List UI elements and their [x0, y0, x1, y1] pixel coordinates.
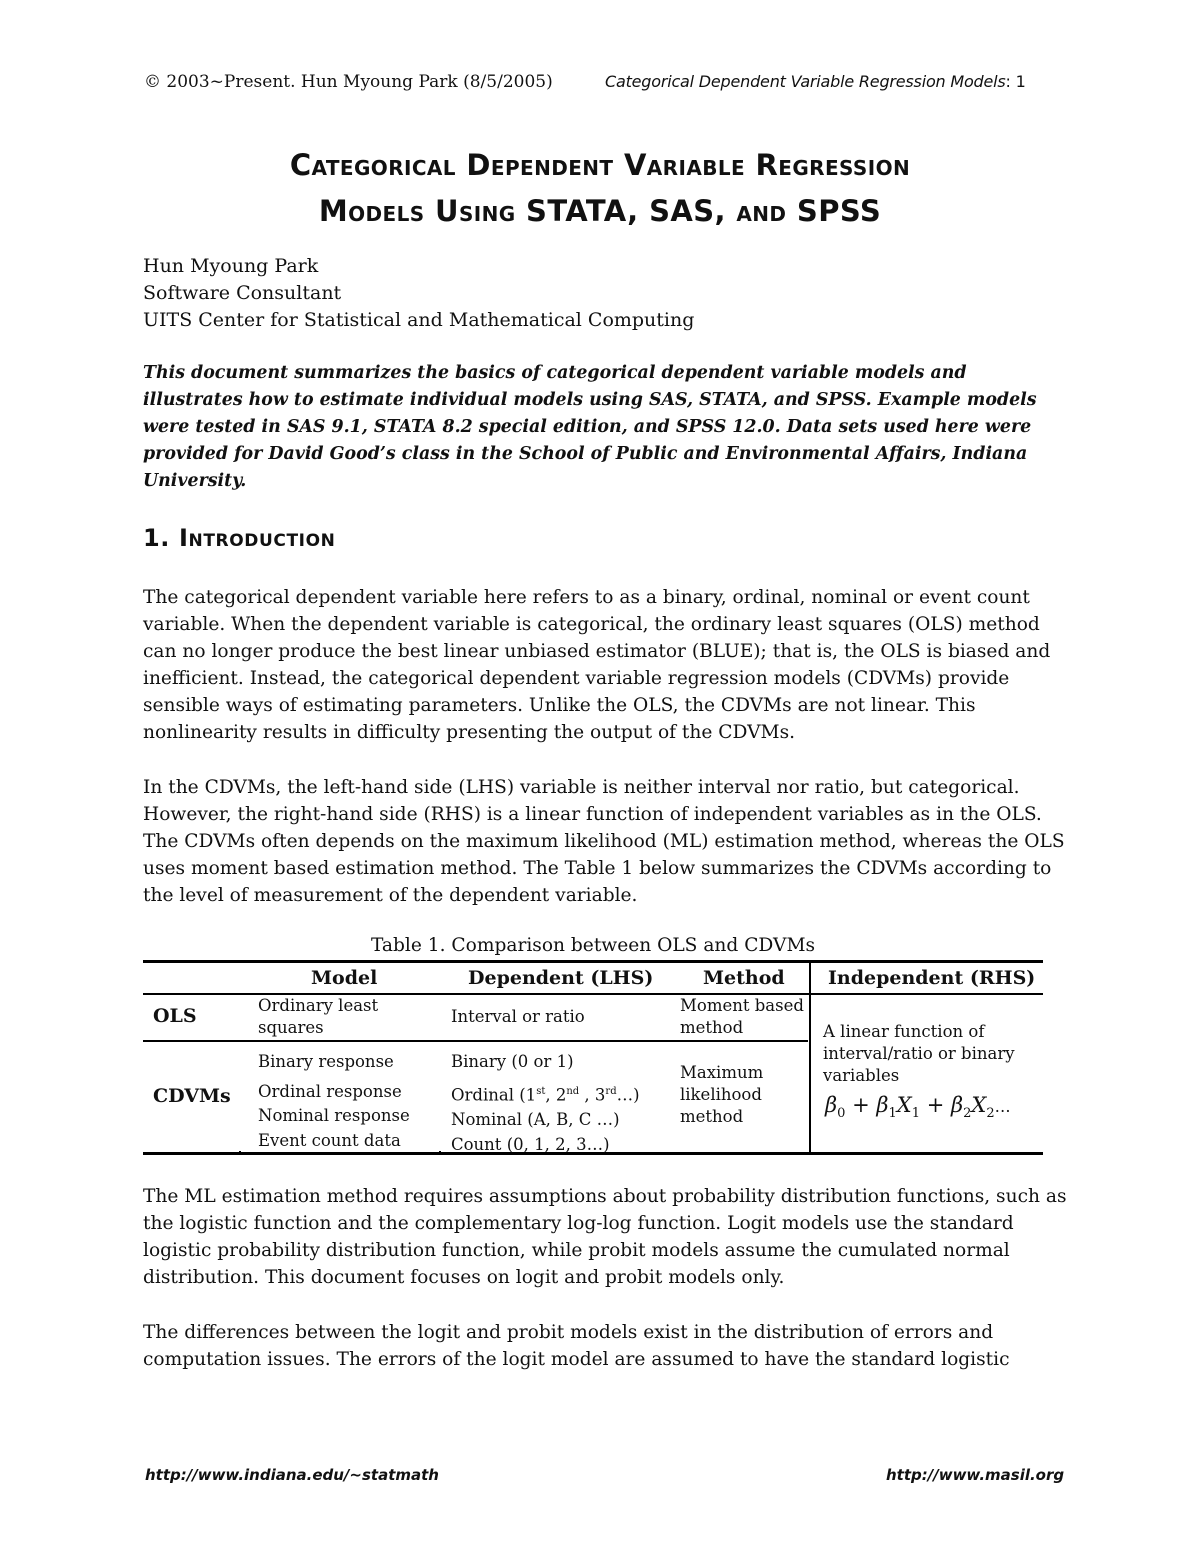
beta-1-sub: 1 [888, 1106, 897, 1122]
x-2-sub: 2 [986, 1106, 995, 1122]
cdvms-model-nominal: Nominal response [258, 1106, 410, 1125]
table-bottom-tick-2 [439, 1151, 441, 1153]
ols-dependent: Interval or ratio [451, 1007, 585, 1026]
paragraph-4: The differences between the logit and probit models exist in the distribution of errors and computation issues. The errors of the logit model are assumed to have the standard logistic [143, 1322, 1010, 1370]
ordinal-mid-1: , 2 [545, 1085, 567, 1105]
footer-link-masil[interactable]: http://www.masil.org [886, 1466, 1065, 1484]
paragraph-1: The categorical dependent variable here refers to as a binary, ordinal, nominal or event count variable. When the dependent variable is categorical, the ordinary least squares (OLS) method can no longer produce the best linear unbiased estimator (BLUE); that is, the OLS is biased and inefficient. Instead, the categorical dependent variable regression models (CDVMs) provide sensible ways of estimating parameters. Unlike the OLS, the CDVMs are not linear. This nonlinearity results in difficulty presenting the output of the CDVMs. [143, 587, 1051, 743]
ordinal-mid-2: , 3 [579, 1085, 606, 1105]
author-block [143, 253, 694, 334]
author-affiliation: UITS Center for Statistical and Mathematical Computing [143, 309, 695, 331]
paragraph-2: In the CDVMs, the left-hand side (LHS) variable is neither interval nor ratio, but categorical. However, the right-hand side (RHS) is a linear function of independent variables as in the OLS. The CDVMs often depends on the maximum likelihood (ML) estimation method, whereas the OLS uses moment based estimation method. The Table 1 below summarizes the CDVMs according to the level of measurement of the dependent variable. [143, 777, 1065, 906]
independent-description [823, 1021, 1015, 1087]
cdvms-dependent [451, 1048, 640, 1157]
table-column-divider [809, 960, 811, 1154]
ordinal-suffix: …) [616, 1085, 640, 1105]
ordinal-sup-1: st [536, 1086, 546, 1097]
cdvms-model-count: Event count data [258, 1131, 401, 1150]
cdvms-method-line-2: likelihood [680, 1085, 762, 1104]
table-bottom-tick [239, 1151, 241, 1153]
abstract: This document summarizes the basics of categorical dependent variable models and illustrates how to estimate individual models using SAS, STATA, and SPSS. Example models were tested in SAS 9.1, STATA 8.2 special edition, and SPSS 12.0. Data sets used here were provided for David Good’s class in the School of Public and Environmental Affairs, Indiana University. [143, 363, 1037, 491]
linear-formula [825, 1093, 1011, 1121]
paragraph-3: The ML estimation method requires assumptions about probability distribution functions, such as the logistic function and the complementary log-log function. Logit models use the standard logistic probability distribution function, while probit models assume the cumulated normal distribution. This document focuses on logit and probit models only. [143, 1186, 1067, 1288]
ols-method [680, 995, 804, 1039]
beta-0: β [825, 1093, 838, 1117]
beta-0-sub: 0 [837, 1106, 846, 1122]
comparison-table [143, 960, 1043, 1156]
x-2: X [971, 1093, 987, 1117]
beta-2: β [950, 1093, 964, 1117]
cdvms-dependent-count: Count (0, 1, 2, 3…) [451, 1134, 610, 1154]
ols-method-line-1: Moment based [680, 996, 804, 1015]
ols-model [258, 995, 378, 1039]
header-method: Method [703, 967, 785, 989]
independent-line-3: variables [823, 1066, 900, 1085]
header-independent: Independent (RHS) [828, 967, 1036, 989]
table-row-divider [143, 1040, 808, 1042]
cdvms-models [258, 1048, 410, 1153]
x-1-sub: 1 [911, 1106, 921, 1122]
beta-2-sub: 2 [963, 1106, 972, 1122]
beta-1: β [876, 1093, 889, 1117]
cdvms-model-binary: Binary response [258, 1052, 394, 1071]
cdvms-dependent-binary: Binary (0 or 1) [451, 1052, 574, 1071]
plus-2: + [920, 1093, 951, 1117]
ols-model-line-2: squares [258, 1018, 324, 1037]
header-dependent: Dependent (LHS) [468, 967, 654, 989]
running-title-text: Categorical Dependent Variable Regression Models [605, 72, 1006, 91]
ols-model-line-1: Ordinary least [258, 996, 379, 1015]
cdvms-method [680, 1062, 763, 1128]
independent-line-1: A linear function of [823, 1022, 985, 1041]
ordinal-prefix: Ordinal (1 [451, 1085, 537, 1105]
author-role: Software Consultant [143, 282, 342, 304]
row-label-ols: OLS [153, 1005, 197, 1027]
footer-link-statmath[interactable]: http://www.indiana.edu/~statmath [145, 1466, 439, 1484]
document-title [80, 142, 1120, 234]
independent-line-2: interval/ratio or binary [823, 1044, 1015, 1063]
plus-1: + [845, 1093, 877, 1117]
title-line-2: Models Using STATA, SAS, and SPSS [318, 194, 882, 228]
row-label-cdvms: CDVMs [153, 1085, 231, 1107]
table-top-rule [143, 960, 1043, 963]
x-1: X [896, 1093, 912, 1117]
cdvms-method-line-3: method [680, 1107, 744, 1126]
title-line-1: Categorical Dependent Variable Regression [289, 148, 911, 182]
cdvms-dependent-ordinal [451, 1081, 640, 1107]
ordinal-sup-2: nd [566, 1086, 580, 1097]
author-name: Hun Myoung Park [143, 255, 319, 277]
ellipsis: … [994, 1097, 1011, 1116]
header-copyright: © 2003~Present. Hun Myoung Park (8/5/2005) [144, 72, 553, 92]
cdvms-dependent-nominal: Nominal (A, B, C …) [451, 1109, 620, 1129]
table-caption: Table 1. Comparison between OLS and CDVMs [370, 935, 816, 956]
ols-method-line-2: method [680, 1018, 744, 1037]
cdvms-model-ordinal: Ordinal response [258, 1082, 402, 1101]
header-running-title [605, 72, 1026, 91]
page-number: : 1 [1005, 72, 1026, 91]
header-model: Model [311, 967, 378, 989]
ordinal-sup-3: rd [605, 1086, 617, 1097]
cdvms-method-line-1: Maximum [680, 1063, 764, 1082]
section-heading-introduction: 1. Introduction [143, 524, 336, 552]
